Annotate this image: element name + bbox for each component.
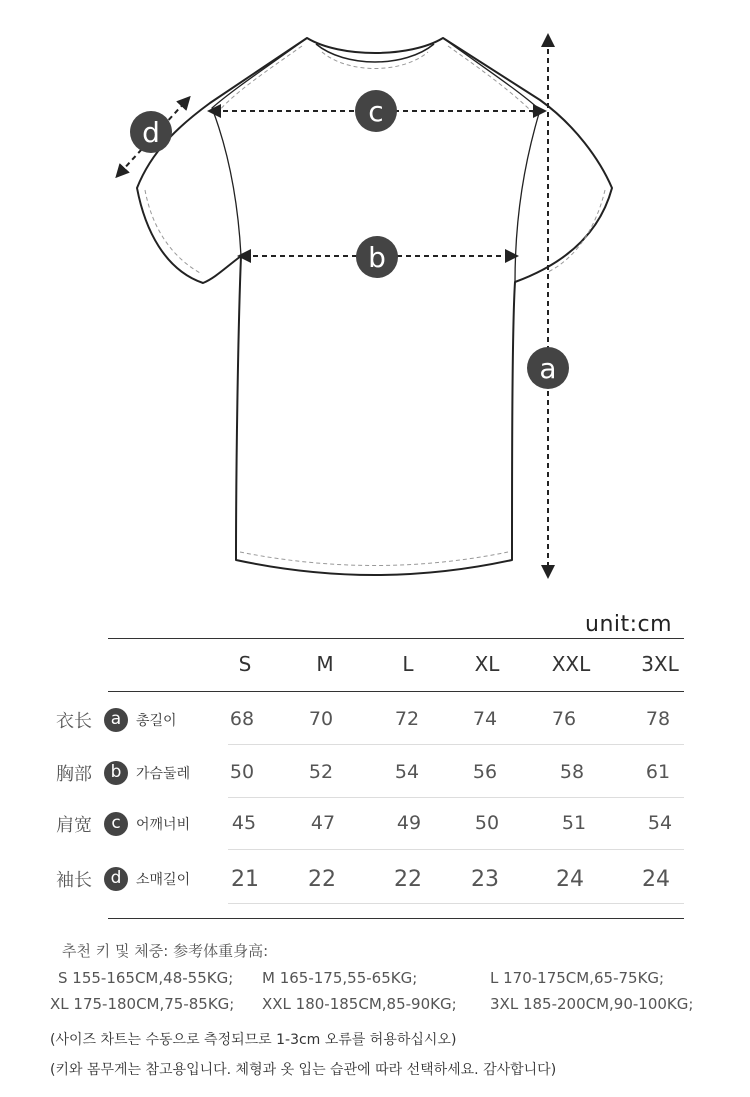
row-kr-label: 가슴둘레 (136, 766, 191, 782)
header-rule (108, 691, 684, 692)
size-header: XXL (551, 652, 591, 676)
row-divider (228, 744, 684, 745)
svg-text:a: a (539, 352, 557, 385)
cell: 52 (308, 761, 334, 783)
row-badge: d (104, 867, 128, 891)
row-kr-label: 소매길이 (136, 872, 191, 888)
unit-label: unit:cm (585, 612, 673, 637)
row-label-length (56, 706, 177, 734)
size-header: L (402, 652, 414, 676)
cell: 24 (556, 867, 584, 892)
svg-text:b: b (368, 241, 386, 274)
row-label-sleeve (56, 865, 190, 893)
row-label-chest (56, 759, 190, 787)
size-header: XL (474, 652, 500, 676)
cell: 22 (394, 867, 422, 892)
table-bottom-rule (108, 918, 684, 919)
svg-text:d: d (142, 116, 160, 149)
cell: 74 (472, 708, 498, 730)
reference-disclaimer: (키와 몸무게는 참고용입니다. 체형과 옷 입는 습관에 따라 선택하세요. 감사합니다) (50, 1062, 557, 1078)
row-divider (228, 849, 684, 850)
marker-b (356, 236, 398, 278)
size-recommend-xl: XL 175-180CM,75-85KG; (50, 995, 235, 1013)
row-cn-label: 胸部 (56, 764, 92, 785)
cell: 45 (231, 812, 257, 834)
cell: 23 (471, 867, 499, 892)
row-label-shoulder (56, 810, 190, 838)
size-recommend-m: M 165-175,55-65KG; (262, 969, 418, 987)
cell: 70 (308, 708, 334, 730)
size-header: S (238, 652, 252, 676)
row-badge: c (104, 812, 128, 836)
marker-a (527, 347, 569, 389)
cell: 50 (229, 761, 255, 783)
row-divider (228, 797, 684, 798)
row-badge: b (104, 761, 128, 785)
size-header: M (316, 652, 334, 676)
size-recommend-3xl: 3XL 185-200CM,90-100KG; (490, 995, 694, 1013)
cell: 61 (645, 761, 671, 783)
row-kr-label: 어깨너비 (136, 817, 191, 833)
cell: 24 (642, 867, 670, 892)
cell: 22 (308, 867, 336, 892)
cell: 51 (561, 812, 587, 834)
cell: 56 (472, 761, 498, 783)
marker-d (130, 111, 172, 153)
cell: 58 (559, 761, 585, 783)
row-divider (228, 903, 684, 904)
cell: 54 (394, 761, 420, 783)
size-header: 3XL (641, 652, 679, 676)
measurement-disclaimer: (사이즈 차트는 수동으로 측정되므로 1-3cm 오류를 허용하십시오) (50, 1032, 457, 1048)
size-recommend-s: S 155-165CM,48-55KG; (58, 969, 234, 987)
cell: 72 (394, 708, 420, 730)
cell: 68 (229, 708, 255, 730)
marker-c (355, 90, 397, 132)
cell: 47 (310, 812, 336, 834)
cell: 54 (647, 812, 673, 834)
cell: 76 (551, 708, 577, 730)
row-cn-label: 袖长 (56, 870, 92, 891)
row-cn-label: 衣长 (56, 711, 92, 732)
row-badge: a (104, 708, 128, 732)
svg-text:c: c (368, 95, 384, 128)
size-recommend-xxl: XXL 180-185CM,85-90KG; (262, 995, 457, 1013)
recommend-title: 추천 키 및 체중: 参考体重身高: (62, 942, 269, 960)
table-top-rule (108, 638, 684, 639)
row-cn-label: 肩宽 (56, 815, 92, 836)
row-kr-label: 총길이 (136, 713, 177, 729)
cell: 78 (645, 708, 671, 730)
cell: 50 (474, 812, 500, 834)
size-recommend-l: L 170-175CM,65-75KG; (490, 969, 665, 987)
cell: 21 (231, 867, 259, 892)
cell: 49 (396, 812, 422, 834)
